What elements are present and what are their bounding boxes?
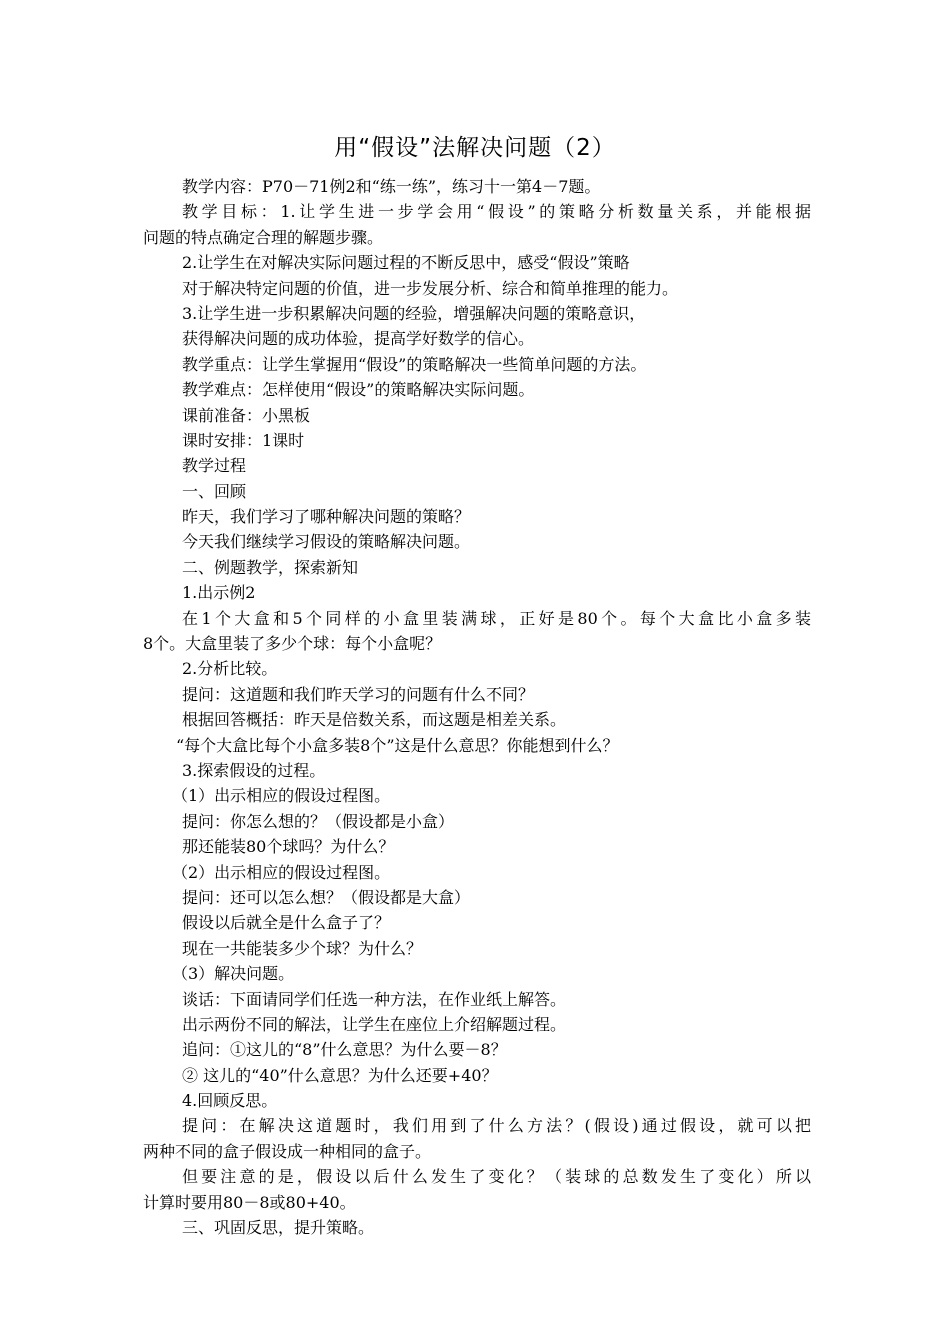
- text-line: 昨天，我们学习了哪种解决问题的策略？: [182, 507, 471, 527]
- text-line: （1）出示相应的假设过程图。: [172, 786, 391, 806]
- text-line: 教学内容：P70－71例2和“练一练”，练习十一第4－7题。: [182, 177, 601, 196]
- text-line: 谈话：下面请同学们任选一种方法，在作业纸上解答。: [182, 989, 567, 1009]
- text-line: 3.让学生进一步积累解决问题的经验，增强解决问题的策略意识，: [182, 303, 646, 323]
- text-line: （2）出示相应的假设过程图。: [172, 862, 391, 882]
- text-line: 教学重点：让学生掌握用“假设”的策略解决一些简单问题的方法。: [182, 354, 647, 374]
- text-line: 2.让学生在对解决实际问题过程的不断反思中，感受“假设”策略: [182, 253, 630, 273]
- text-line: 现在一共能装多少个球？为什么？: [182, 938, 423, 958]
- text-line: 提问：在解决这道题时，我们用到了什么方法？(假设)通过假设，就可以把: [182, 1116, 811, 1136]
- text-line: ② 这儿的“40”什么意思？为什么还要+40？: [182, 1065, 498, 1085]
- text-line: 出示两份不同的解法，让学生在座位上介绍解题过程。: [182, 1014, 567, 1034]
- document-body: [143, 174, 811, 1240]
- text-line: 两种不同的盒子假设成一种相同的盒子。: [143, 1141, 432, 1161]
- text-line: 8个。大盒里装了多少个球：每个小盒呢？: [143, 634, 442, 654]
- text-line: 教学过程: [182, 456, 247, 476]
- text-line: “每个大盒比每个小盒多装8个”这是什么意思？你能想到什么？: [176, 735, 619, 755]
- text-line: 今天我们继续学习假设的策略解决问题。: [182, 532, 471, 552]
- text-line: 三、巩固反思，提升策略。: [182, 1218, 375, 1238]
- text-line: （3）解决问题。: [172, 964, 295, 984]
- text-line: 问题的特点确定合理的解题步骤。: [143, 227, 384, 247]
- text-line: 获得解决问题的成功体验，提高学好数学的信心。: [182, 329, 535, 349]
- text-line: 计算时要用80－8或80+40。: [143, 1192, 356, 1212]
- text-line: 教学目标：1.让学生进一步学会用“假设”的策略分析数量关系，并能根据: [182, 202, 811, 222]
- text-line: 提问：你怎么想的？（假设都是小盒）: [182, 811, 455, 831]
- text-line: 2.分析比较。: [182, 659, 278, 679]
- text-line: 根据回答概括：昨天是倍数关系，而这题是相差关系。: [182, 710, 567, 730]
- text-line: 假设以后就全是什么盒子了？: [182, 913, 391, 933]
- text-line: 一、回顾: [182, 481, 247, 501]
- text-line: 追问：①这儿的“8”什么意思？为什么要－8？: [182, 1040, 507, 1060]
- text-line: 对于解决特定问题的价值，进一步发展分析、综合和简单推理的能力。: [182, 278, 679, 298]
- text-line: 二、例题教学，探索新知: [182, 557, 359, 577]
- text-line: 提问：这道题和我们昨天学习的问题有什么不同？: [182, 684, 535, 704]
- text-line: 提问：还可以怎么想？（假设都是大盒）: [182, 887, 471, 907]
- text-line: 1.出示例2: [182, 583, 256, 603]
- text-line: 但要注意的是，假设以后什么发生了变化？（装球的总数发生了变化）所以: [182, 1167, 811, 1187]
- text-line: 3.探索假设的过程。: [182, 760, 326, 780]
- text-line: 4.回顾反思。: [182, 1091, 278, 1111]
- text-line: 课前准备：小黑板: [182, 405, 311, 425]
- text-line: 课时安排：1课时: [182, 430, 305, 450]
- document-title: 用“假设”法解决问题（2）: [334, 135, 616, 161]
- text-line: 在1个大盒和5个同样的小盒里装满球，正好是80个。每个大盒比小盒多装: [182, 608, 811, 628]
- text-line: 教学难点：怎样使用“假设”的策略解决实际问题。: [182, 380, 535, 400]
- text-line: 那还能装80个球吗？为什么？: [182, 837, 395, 857]
